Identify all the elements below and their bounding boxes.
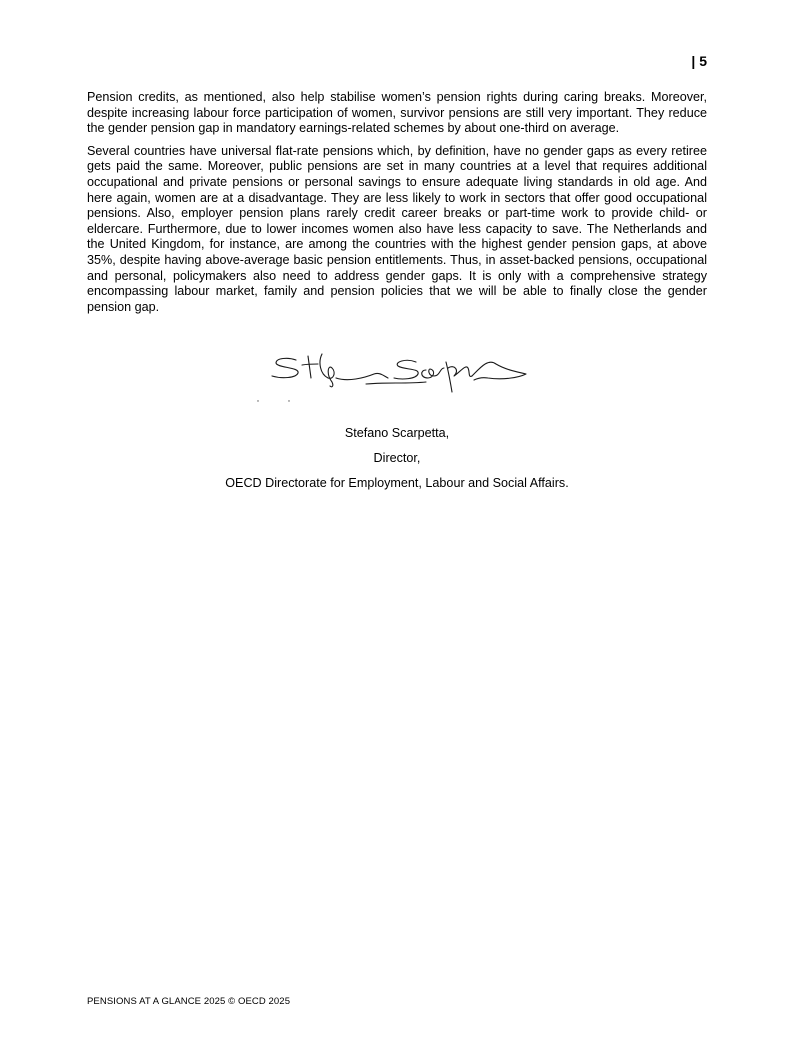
signatory-organisation: OECD Directorate for Employment, Labour and Social Affairs. xyxy=(225,476,569,490)
body-text xyxy=(87,90,707,322)
signature-drawing xyxy=(256,348,532,404)
paragraph-flat-rate-pensions: Several countries have universal flat-rate pensions which, by definition, have no gender gaps as every retiree gets paid the same. Moreover, public pensions are set in many countries at a level that requires additional occupational and private pensions or personal savings to ensure adequate living standards in old age. And here again, women are at a disadvantage. They are less likely to work in sectors that offer good occupational pensions. Also, employer pension plans rarely credit career breaks or part-time work to provide child- or eldercare. Furthermore, due to lower incomes women also have less capacity to save. The Netherlands and the United Kingdom, for instance, are among the countries with the highest gender pension gaps, at above 35%, despite having above-average basic pension entitlements. Thus, in asset-backed pensions, occupational and personal, policymakers also need to address gender gaps. It is only with a comprehensive strategy encompassing labour market, family and pension policies that we will be able to finally close the gender pension gap. xyxy=(87,143,707,314)
signatory-name: Stefano Scarpetta, xyxy=(344,426,450,440)
paragraph-pension-credits: Pension credits, as mentioned, also help stabilise women’s pension rights during caring breaks. Moreover, despite increasing labour force participation of women, survivor pensions are still very important. They reduce the gender pension gap in mandatory earnings-related schemes by about one-third on average. xyxy=(87,90,707,136)
page-footer: PENSIONS AT A GLANCE 2025 © OECD 2025 xyxy=(87,996,291,1007)
page-number: | 5 xyxy=(691,53,707,69)
handwritten-signature xyxy=(256,348,532,404)
signatory-title: Director, xyxy=(373,451,421,465)
